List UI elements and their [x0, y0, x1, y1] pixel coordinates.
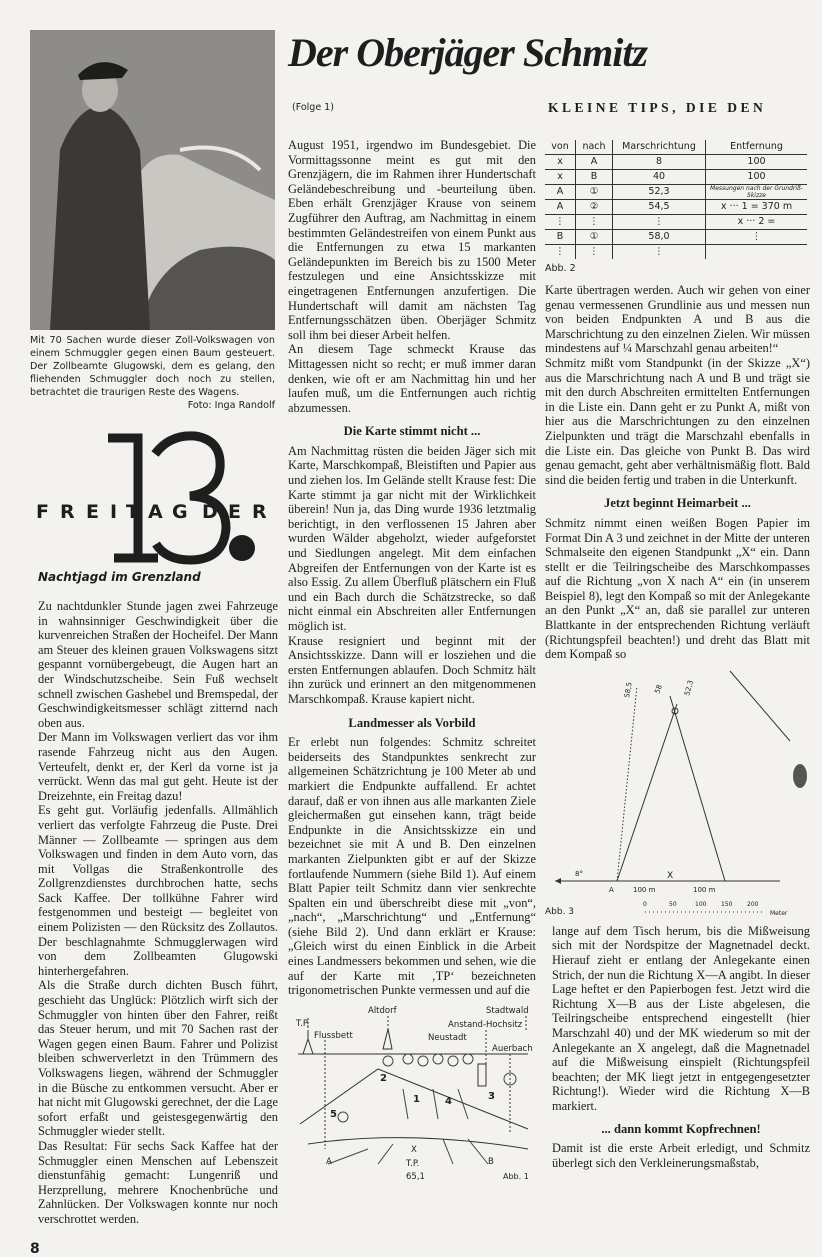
logo-number-13-graphic	[108, 436, 226, 560]
table-row	[545, 155, 807, 170]
header-nach: nach	[576, 140, 613, 155]
cell: 54,5	[613, 200, 706, 215]
paragraph: An diesem Tage schmeckt Krause das Mittagessen nicht so recht; er muß immer daran denken, wie oft er am Nachmittag hin und her laufen muß, um die Entfernungen auch richtig abzumessen.	[288, 342, 536, 415]
cell: B	[576, 170, 613, 185]
label-tp-height: 65,1	[406, 1171, 425, 1182]
cell: ①	[576, 230, 613, 245]
story2-column-3-top	[545, 283, 810, 662]
point-a: A	[326, 1156, 332, 1167]
story1-heading: Nachtjagd im Grenzland	[38, 570, 201, 584]
section-heading: Landmesser als Vorbild	[348, 715, 476, 730]
logo-letter: A	[148, 501, 163, 523]
paragraph: Schmitz nimmt einen weißen Bogen Papier im Format Din A 3 und zeichnet in der Mitte der unteren Schmalseite den eigenen Standpunkt „X“ ein. Dann stellt er die Teilringscheibe des Marschkompasses auf die Richtung „von X nach A“ ein (in unserem Beispiel 8), legt den Kompaß so mit der Anlegekante an den Punkt „X“ an, daß sie parallel zur unteren Blattkante in der entsprechenden Richtung verläuft (Richtungspfeil beachten!) und dreht das Blatt mit dem Kompaß so	[545, 515, 810, 662]
figure-3-caption: Abb. 3	[545, 906, 575, 917]
paragraph: Karte übertragen werden. Auch wir gehen von einer genau vermessenen Grundlinie aus und messen nun von beiden Endpunkten A und B aus die Marschrichtung zu den einzelnen Zielen. Wir müssen mindestens auf ¼ Marschzahl genau arbeiten!“	[545, 283, 810, 356]
cell: ⋮	[706, 230, 808, 245]
header-entfernung: Entfernung	[706, 140, 808, 155]
paragraph: Der Mann im Volkswagen verliert das vor ihm rasende Fahrzeug nicht aus den Augen. Verteufelt, denkt er, der Kerl da vorne ist ja verrückt. Wenn das mal gut geht. Heute ist der Dreizehnte, ein Freitag dazu!	[38, 730, 278, 803]
photo-caption	[30, 334, 275, 412]
base-point-x: X	[667, 870, 674, 881]
paragraph: August 1951, irgendwo im Bundesgebiet. Die Vormittagssonne meint es gut mit den Grenzjägern, die im Rahmen ihrer Hundertschaft Geländebeschreibung und -beurteilung üben. Eben erhält Grenzjäger Krause von seinem Zugführer den Auftrag, am Nachmittag in einem bestimmten Geländestreifen von einem Punkt aus die Entfernungen zu etwa 15 markanten Geländepunkten im Bereich bis zu 1500 Meter festzulegen und eine Ansichtsskizze mit eingetragenen Entfernungen anzufertigen. Die Hundertschaft will damit am nächsten Tag Entfernungsschätzen üben. Oberjäger Schmitz soll ihm bei dieser Arbeit helfen.	[288, 138, 536, 342]
logo-letter: D	[202, 501, 218, 523]
base-distance: 100 m	[633, 885, 656, 894]
article-title: Der Oberjäger Schmitz	[288, 30, 647, 75]
cell: ⋮	[555, 246, 565, 257]
cell: ⋮	[613, 245, 706, 260]
column-3	[545, 140, 810, 1170]
label-tp-bottom: T.P.	[406, 1158, 420, 1169]
point-5: 5	[330, 1108, 337, 1120]
table-header-row	[545, 140, 807, 155]
measurement-table	[545, 140, 807, 259]
paragraph: Krause resigniert und beginnt mit der Ansichtsskizze. Dann will er losziehen und die ersten Entfernungen ablaufen. Doch Schmitz hält ihn zurück und erinnert an den mitgenommenen Marschkompaß. Krause kapiert nicht.	[288, 633, 536, 706]
cell: 40	[613, 170, 706, 185]
figure-1-caption: Abb. 1	[503, 1171, 529, 1181]
scale-tick: 200	[747, 900, 759, 908]
cell: ⋮	[545, 215, 576, 230]
label-stadtwald: Stadtwald	[486, 1005, 529, 1016]
paragraph: Zu nachtdunkler Stunde jagen zwei Fahrzeuge in wahnsinniger Geschwindigkeit über die kurvenreichen Straßen der Hocheifel. Der Mann am Steuer des kleinen grauen Volkswagens sitzt gespannt vornübergebeugt, die Augen hart an der Windschutzscheibe. Sein Fuß wechselt schnell zwischen Gashebel und Bremspedal, der Geschwindigkeitsmesser schlägt zitternd nach oben aus.	[38, 599, 278, 730]
column-1	[30, 30, 278, 1257]
table-row	[545, 185, 807, 200]
paragraph: Es geht gut. Vorläufig jedenfalls. Allmählich verliert das verfolgte Fahrzeug die Puste. Drei Männer — Zollbeamte — springen aus dem Volkswagen und finden in dem Auto vorn, das mit Vollgas die Straßenkontrolle des Zollgrenzdienstes durchbrochen hatte, sechs Sack Kaffee. Der tollkühne Fahrer wird festgenommen und besteigt — begleitet von einem Polizisten — den Rücksitz des Zollautos. Der beschlagnahmte Schmugglerwagen wird von dem Zollbeamten Glugowski hinterhergefahren.	[38, 803, 278, 978]
logo-graphic	[30, 426, 280, 566]
cell: ⋮	[613, 215, 706, 230]
figure-2-table	[545, 140, 810, 275]
cell: 100	[706, 170, 808, 185]
scale-unit: Meter	[770, 909, 788, 917]
cell: ⋮	[576, 215, 613, 230]
cell: ②	[576, 200, 613, 215]
label-tp: T.P.	[296, 1018, 310, 1029]
table-row	[545, 245, 807, 260]
label-auerbach: Auerbach	[492, 1043, 533, 1054]
photo-credit: Foto: Inga Randolf	[187, 400, 275, 411]
logo-letter: T	[126, 501, 139, 523]
table-row	[545, 170, 807, 185]
table-row	[545, 215, 807, 230]
logo-letter: E	[228, 501, 241, 523]
point-4: 4	[445, 1095, 452, 1107]
cell: x ··· 1 = 370 m	[706, 200, 808, 215]
series-label: (Folge 1)	[292, 102, 334, 113]
label-altdorf: Altdorf	[368, 1005, 397, 1016]
label-flussbett: Flussbett	[314, 1030, 353, 1041]
logo-letter: G	[172, 501, 188, 523]
figure-2-caption: Abb. 2	[545, 263, 576, 274]
story2-column-2	[288, 138, 536, 998]
paragraph: Damit ist die erste Arbeit erledigt, und Schmitz überlegt sich den Verkleinerungsmaßstab,	[552, 1141, 810, 1170]
story2-column-3-bottom	[552, 924, 810, 1171]
angle-label: 52,3	[683, 679, 695, 697]
point-2: 2	[380, 1072, 387, 1084]
landscape-sketch	[288, 1004, 538, 1184]
table-row	[545, 230, 807, 245]
cell: 8	[613, 155, 706, 170]
column-2	[288, 138, 536, 1184]
paragraph: Er erlebt nun folgendes: Schmitz schreitet beiderseits des Standpunktes senkrecht zur allgemeinen Schätzrichtung je 100 Meter ab und markiert die Endpunkte auffallend. Er achtet darauf, daß er von ihnen aus alle markanten Ziele gleichermaßen gut einsehen kann, trägt beide Endpunkte in die Ansichtsskizze ein und bezeichnet sie mit A und B. Den einzelnen markanten Zielpunkten gibt er auf der Skizze fortlaufende Nummern (siehe Bild 1). Auf einem Blatt Papier teilt Schmitz dann vier senkrechte Spalten ein und überschreibt diese mit „von“, „nach“, „Marschrichtung“ und „Entfernung“ (siehe Bild 2). Und dann erklärt er Krause: „Gleich wirst du einen Einblick in die Arbeit eines Landmessers bekommen und sehen, wie die auf der Karte mit ‚TP‘ bezeichneten trigonometrischen Punkte vermessen und auf die	[288, 735, 536, 998]
section-heading: ... dann kommt Kopfrechnen!	[601, 1121, 761, 1136]
cell: Messungen nach der Grundriß-Skizze	[706, 185, 808, 200]
cell: ⋮	[576, 245, 613, 260]
cell: x ··· 2 =	[706, 215, 808, 230]
story1-body	[38, 599, 278, 1227]
cell: 100	[706, 155, 808, 170]
logo-letter: I	[110, 501, 118, 523]
freitag-der-13-logo	[30, 426, 280, 566]
point-x: X	[411, 1144, 417, 1155]
logo-letter: F	[36, 501, 49, 523]
angle-label: 8°	[575, 869, 583, 878]
logo-letter: E	[86, 501, 99, 523]
photo-illustration	[30, 30, 275, 330]
cell: A	[576, 155, 613, 170]
section-heading: Die Karte stimmt nicht ...	[343, 424, 481, 439]
label-neustadt: Neustadt	[428, 1032, 467, 1043]
triangulation-diagram	[545, 666, 815, 918]
header-von: von	[545, 140, 576, 155]
cell: 52,3	[613, 185, 706, 200]
paragraph: Als die Straße durch dichten Busch führt, geschieht das Unglück: Plötzlich wirft sich der Schmuggler von hinten über den Fahrer, reißt das Steuer herum, und mit 70 Sachen rast der Wagen gegen einen Baum. Fahrer und Polizist bleiben schwerverletzt in den Trümmern des Volkswagens liegen, während der Schmuggler in die Büsche zu entkommen versucht. Aber er hat nicht mit Glugowski gerechnet, der die Lage sofort erfaßt und geistesgegenwärtig den Schmuggler wieder stellt.	[38, 978, 278, 1139]
scale-tick: 0	[643, 900, 647, 908]
scale-tick: 150	[721, 900, 733, 908]
header-marschrichtung: Marschrichtung	[613, 140, 706, 155]
customs-officer-photo	[30, 30, 275, 330]
figure-1-sketch	[288, 1004, 538, 1184]
point-b: B	[488, 1156, 494, 1167]
point-1: 1	[413, 1093, 420, 1105]
scale-tick: 100	[695, 900, 707, 908]
paragraph: lange auf dem Tisch herum, bis die Mißweisung sich mit der Nordspitze der Magnetnadel deckt. Hierauf zieht er entlang der Anlegekante einen Strich, der nun die Richtung X—A angibt. In dieser Lage heftet er den Papierbogen fest. Jetzt wird die Richtung X—B aus der Liste abgelesen, die Teilringscheibe entsprechend eingestellt (hier Marschzahl 40) und der MK wiederum so mit der Anlegekante an X angelegt, daß die Magnetnadel auf die Mißweisung einspielt (Richtungspfeil beachten; der MK liegt jetzt in entgegengesetzter Richtung!). Wieder wird die Richtung X—B markiert.	[552, 923, 810, 1113]
table-row	[545, 200, 807, 215]
scale-tick: 50	[669, 900, 677, 908]
logo-letter: R	[252, 501, 267, 523]
cell: ①	[576, 185, 613, 200]
caption-text: Mit 70 Sachen wurde dieser Zoll-Volkswagen von einem Schmuggler gegen einen Baum gesteuert. Der Zollbeamte Glugowski, dem es gelang, den fliehenden Schmuggler doch noch zu stellen, betrachtet die traurigen Reste des Wagens.	[30, 335, 275, 398]
page-number: 8	[30, 1240, 40, 1257]
cell: B	[545, 230, 576, 245]
angle-label: 58	[653, 683, 664, 695]
logo-letter: R	[60, 501, 75, 523]
cell: A	[545, 185, 576, 200]
cell	[706, 245, 808, 260]
cell: x	[545, 155, 576, 170]
cell: 58,0	[613, 230, 706, 245]
label-anstand-hochsitz: Anstand-Hochsitz	[448, 1019, 523, 1030]
paragraph: Am Nachmittag rüsten die beiden Jäger sich mit Karte, Marschkompaß, Bleistiften und Papier aus und ziehen los. Im Gelände stellt Krause fest: Die Karte stimmt ja gar nicht mit der Wirklichkeit überein! Nun ja, das Ding wurde 1936 letztmalig berichtigt, in den verflossenen 15 Jahren aber wurden Wälder abgeholzt, wieder aufgeforstet und Siedlungen angelegt. Mit dem einfachen Abgreifen der Entfernungen von der Karte ist es also Essig. Zu allem Überfluß plätschern ein Fluß und ein Bach durch die Schätzstrecke, so daß nicht einmal ein Abschreiten aller Entfernungen möglich ist.	[288, 443, 536, 633]
figure-3-diagram	[545, 666, 815, 918]
section-heading: Jetzt beginnt Heimarbeit ...	[604, 496, 751, 511]
paragraph: Schmitz mißt vom Standpunkt (in der Skizze „X“) aus die Marschrichtung nach A und B und trägt sie mit den durch Abschreiten ermittelten Entfernungen in die Liste ein. Dann geht er zu Punkt A, mißt von hier aus die Marschrichtungen zu den einzelnen Zielpunkten und trägt die Marschzahl ebenfalls in die Liste ein. Das gleiche von Punkt B. Das wird genau gemacht, geht aber verhältnismäßig flott. Bald sind die beiden fertig und traben in die Unterkunft.	[545, 355, 810, 487]
paragraph: Das Resultat: Für sechs Sack Kaffee hat der Schmuggler einen Menschen auf Lebenszeit dienstunfähig gemacht: Lungenriß und Herzprellung, mehrere Knochenbrüche und Zahnlücken. Der Volkswagen konnte nur noch verschrottet werden.	[38, 1138, 278, 1226]
base-point-a: A	[609, 885, 614, 894]
cell: x	[545, 170, 576, 185]
kicker: KLEINE TIPS, DIE DEN	[548, 100, 767, 115]
point-3: 3	[488, 1090, 495, 1102]
angle-label: 58,5	[623, 681, 634, 699]
base-distance: 100 m	[693, 885, 716, 894]
cell: A	[545, 200, 576, 215]
